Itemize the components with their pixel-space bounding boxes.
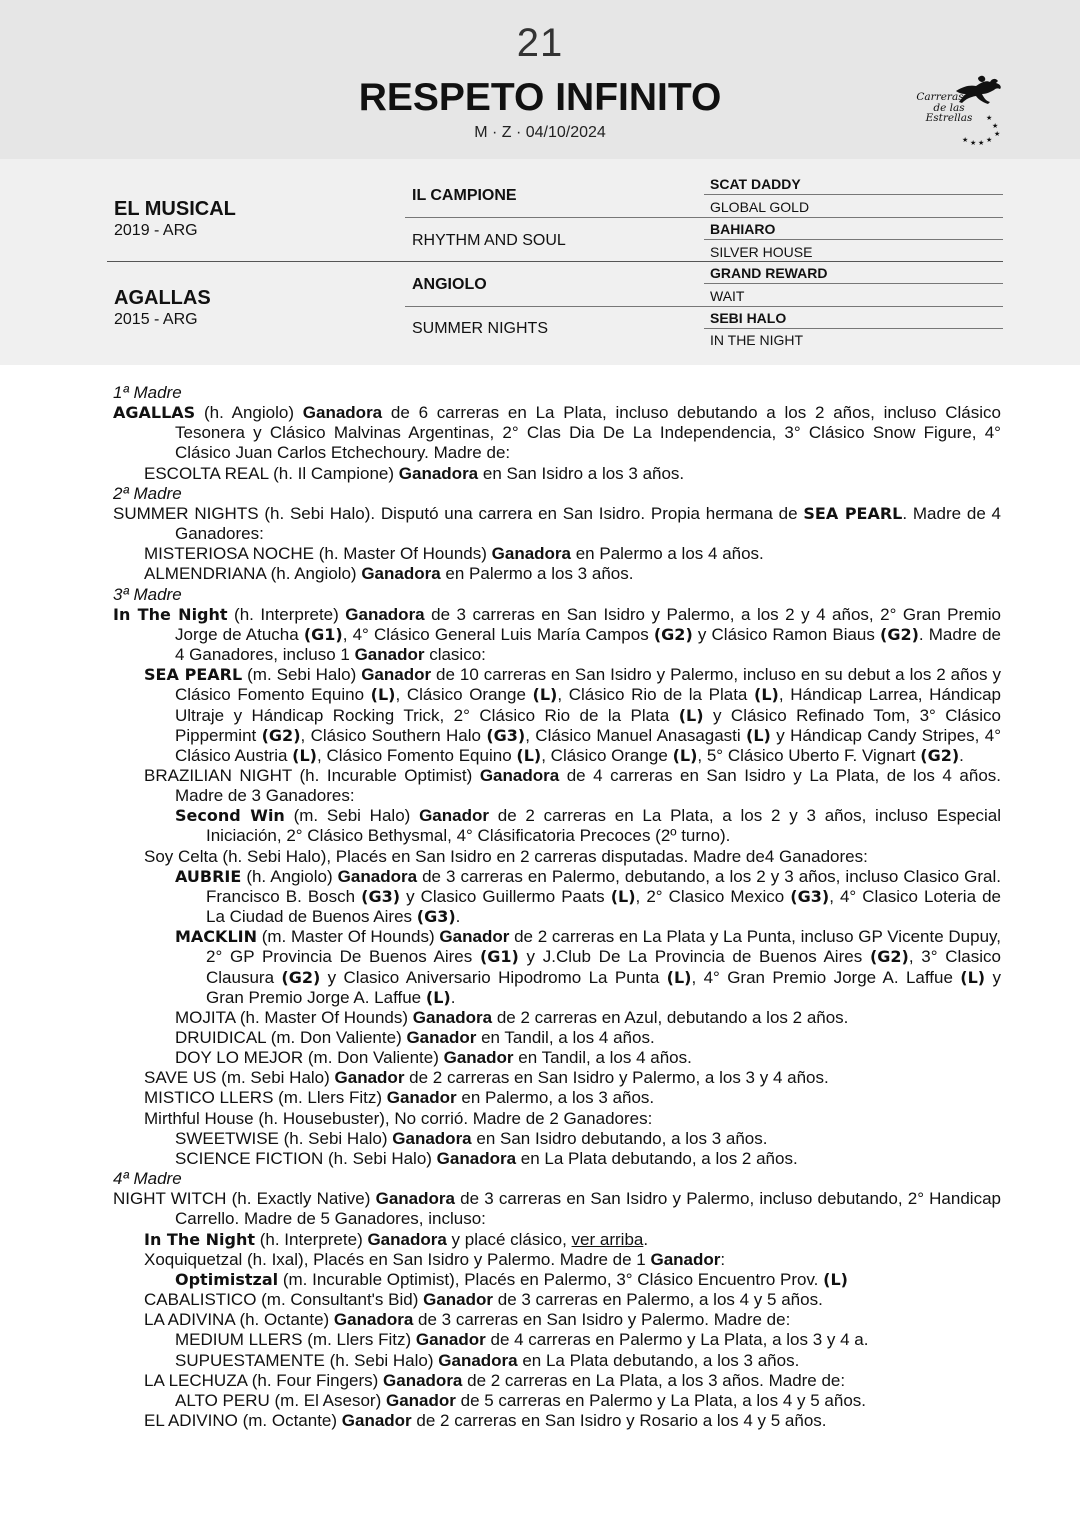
svg-text:★: ★ (994, 131, 1001, 138)
text-segment: y Hándicap Candy Stripes, 4° Clásico Austria (175, 725, 1001, 765)
pedigree-paragraph (113, 605, 1001, 665)
pedigree-paragraph (113, 927, 1001, 1008)
svg-text:★: ★ (978, 140, 985, 147)
sire-year: 2019 - ARG (114, 222, 198, 239)
text-segment: (L) (516, 745, 542, 765)
pedigree-paragraph (113, 564, 1001, 584)
text-segment: SWEETWISE (h. Sebi Halo) (175, 1128, 393, 1148)
pedigree-paragraph (113, 1088, 1001, 1108)
text-segment: (L) (425, 987, 451, 1007)
text-segment: Ganadora (392, 1128, 472, 1148)
text-segment: , Clásico Fomento Equino (317, 745, 517, 765)
text-segment: de 2 carreras en Azul, debutando a los 2 años. (492, 1007, 849, 1027)
pedigree-paragraph (113, 1028, 1001, 1048)
pedigree-paragraph (113, 1109, 1001, 1129)
text-segment: (h. Interprete) (227, 604, 346, 624)
text-segment: . (450, 987, 456, 1007)
text-segment: SEA PEARL (803, 503, 903, 523)
text-segment: , Clásico Orange (541, 745, 673, 765)
text-segment: CABALISTICO (m. Consultant's Bid) (144, 1290, 424, 1310)
text-segment: y J.Club De La Provincia de Buenos Aires (518, 947, 870, 967)
text-segment: (G2) (880, 624, 919, 644)
gen3-ancestor: BAHIARO (710, 221, 776, 237)
text-segment: NIGHT WITCH (h. Exactly Native) (113, 1189, 376, 1209)
text-segment: Ganadora (398, 463, 479, 483)
text-segment: MACKLIN (175, 927, 257, 947)
text-segment: (G3) (361, 886, 401, 906)
text-segment: en La Plata debutando, a los 3 años. (517, 1350, 800, 1370)
text-segment: en La Plata debutando, a los 2 años. (516, 1148, 798, 1168)
text-segment: , 4° Clásico General Luis María Campos (342, 624, 654, 644)
pedigree-paragraph (113, 847, 1001, 867)
text-segment: (G2) (869, 947, 909, 967)
text-segment: Ganadora (479, 765, 560, 785)
pedigree-paragraph (113, 1290, 1001, 1310)
text-segment: Ganador (419, 806, 489, 826)
text-segment: (L) (746, 725, 771, 745)
text-segment: . Madre de 4 Ganadores: (175, 503, 1002, 544)
text-segment: Ganador (443, 1048, 514, 1068)
text-segment: (G3) (790, 886, 830, 906)
text-segment: (L) (823, 1269, 848, 1289)
gen3-ancestor: IN THE NIGHT (710, 332, 804, 348)
pedigree-paragraph (113, 1250, 1001, 1270)
dam-dam: SUMMER NIGHTS (412, 320, 548, 337)
pedigree-paragraph (113, 1330, 1001, 1350)
text-segment: , 5° Clásico Uberto F. Vignart (697, 745, 921, 765)
text-segment: 1ª Madre (113, 383, 182, 402)
text-segment: (h. Angiolo) (195, 403, 303, 423)
text-segment: MOJITA (h. Master Of Hounds) (175, 1007, 413, 1027)
text-segment: Ganadora (375, 1189, 455, 1209)
text-segment: , Clásico Southern Halo (300, 725, 487, 745)
pedigree-paragraph (113, 504, 1001, 544)
text-segment: . (959, 745, 964, 765)
text-segment: Ganador (385, 1390, 456, 1410)
pedigree-paragraph (113, 464, 1001, 484)
text-segment: Ganadora (438, 1350, 518, 1370)
gen3-ancestor: SILVER HOUSE (710, 244, 813, 260)
text-segment: (h. Interprete) (255, 1229, 368, 1249)
text-segment: (G1) (479, 947, 519, 967)
text-segment: (m. Master Of Hounds) (256, 927, 440, 947)
text-segment: de 3 carreras en Palermo, debutando, a los 2 y 3 años, incluso Clasico Gral. Francisco B. Bosch (206, 866, 1001, 906)
section-heading (113, 383, 1001, 403)
text-segment: MISTICO LLERS (m. Llers Fitz) (144, 1088, 387, 1108)
pedigree-paragraph (113, 544, 1001, 564)
text-segment: de 5 carreras en Palermo y La Plata, a los 4 y 5 años. (455, 1390, 866, 1410)
text-segment: en Palermo, a los 3 años. (456, 1088, 655, 1108)
horse-info: M · Z · 04/10/2024 (474, 124, 606, 141)
text-segment: (L) (370, 685, 396, 705)
text-segment: , 4° Clasico Loteria de La Ciudad de Buenos Aires (206, 886, 1001, 927)
text-segment: de 4 carreras en Palermo y La Plata, a los 3 y 4 a. (485, 1330, 869, 1350)
text-segment: en San Isidro debutando, a los 3 años. (471, 1128, 768, 1148)
text-segment: (L) (666, 967, 692, 987)
text-segment: , Clásico Manuel Anasagasti (525, 725, 747, 745)
text-segment: en Palermo a los 3 años. (440, 564, 634, 584)
text-segment: (G2) (281, 967, 321, 987)
pedigree-paragraph (113, 1149, 1001, 1169)
gen3-ancestor: SCAT DADDY (710, 176, 801, 192)
text-segment: , Clásico Rio de la Plata (557, 685, 755, 705)
text-segment: ESCOLTA REAL (h. Il Campione) (144, 463, 399, 483)
svg-text:★: ★ (992, 123, 999, 130)
gen3-separator (704, 194, 1003, 195)
text-segment: (m. Incurable Optimist), Placés en Palermo, 3° Clásico Encuentro Prov. (278, 1269, 824, 1289)
text-segment: . Madre de 4 Ganadores, incluso 1 (175, 624, 1002, 665)
pedigree-paragraph (113, 1411, 1001, 1431)
text-segment: de 3 carreras en Palermo, a los 4 y 5 años. (493, 1290, 823, 1310)
text-segment: Ganador (361, 665, 432, 685)
gen3-ancestor: SEBI HALO (710, 310, 787, 326)
text-segment: BRAZILIAN NIGHT (h. Incurable Optimist) (144, 765, 480, 785)
sire-sire: IL CAMPIONE (412, 187, 517, 204)
dam-name: AGALLAS (114, 287, 211, 309)
text-segment: (G2) (261, 725, 301, 745)
text-segment: , 4° Gran Premio Jorge A. Laffue (691, 967, 961, 987)
logo (912, 72, 1016, 148)
gen3-separator (704, 239, 1003, 240)
text-segment: (G3) (486, 725, 526, 745)
gen3-separator (704, 217, 1003, 218)
text-segment: (m. Sebi Halo) (242, 665, 362, 685)
text-segment: Ganadora (436, 1148, 517, 1168)
pedigree-paragraph (113, 1129, 1001, 1149)
gen3-separator (704, 328, 1003, 329)
text-segment: Ganador (415, 1330, 486, 1350)
text-segment: (G1) (303, 624, 343, 644)
text-segment: In The Night (144, 1229, 256, 1249)
pedigree-paragraph (113, 1310, 1001, 1330)
text-segment: (L) (610, 886, 636, 906)
text-segment: , Hándicap Larrea, Hándicap Ultraje y Hándicap Rocking Trick, 2° Clásico Rio de la Plata (175, 685, 1001, 725)
text-segment: Ganador (341, 1410, 412, 1430)
pedigree-paragraph (113, 665, 1001, 766)
section-heading (113, 585, 1001, 605)
text-segment: de 10 carreras en San Isidro y Palermo, incluso en su debut a los 2 años y Clásico Fomento Equino (175, 665, 1001, 705)
sire-dam: RHYTHM AND SOUL (412, 232, 566, 249)
text-segment: y Clasico Guillermo Paats (400, 886, 611, 906)
cross-reference-link[interactable]: ver arriba (571, 1229, 644, 1249)
svg-text:★: ★ (986, 115, 993, 122)
text-segment: de 2 carreras en La Plata, a los 3 años. Madre de: (462, 1370, 846, 1390)
text-segment: Mirthful House (h. Housebuster), No corrió. Madre de 2 Ganadores: (144, 1108, 653, 1128)
text-segment: de 2 carreras en San Isidro y Palermo, a los 3 y 4 años. (404, 1068, 829, 1088)
text-segment: de 3 carreras en San Isidro y Palermo, a los 2 y 4 años, 2° Gran Premio Jorge de Atucha (175, 604, 1001, 644)
text-segment: EL ADIVINO (m. Octante) (144, 1410, 342, 1430)
text-segment: AUBRIE (175, 866, 242, 886)
text-segment: MEDIUM LLERS (m. Llers Fitz) (175, 1330, 416, 1350)
text-segment: Ganadora (491, 544, 571, 564)
pedigree-paragraph (113, 1230, 1001, 1250)
text-segment: Ganador (423, 1290, 494, 1310)
text-segment: , 3° Clasico Clausura (206, 947, 1001, 987)
section-heading (113, 1169, 1001, 1189)
text-segment: Ganadora (361, 564, 441, 584)
text-segment: 4ª Madre (113, 1169, 182, 1189)
pedigree-notes (113, 383, 1001, 1431)
gen3-ancestor: GLOBAL GOLD (710, 199, 810, 215)
text-segment: 2ª Madre (113, 483, 182, 503)
pedigree-paragraph (113, 1008, 1001, 1028)
gen2-separator (405, 217, 704, 218)
text-segment: , Clásico Orange (395, 685, 533, 705)
dam-year: 2015 - ARG (114, 311, 198, 328)
text-segment: SAVE US (m. Sebi Halo) (144, 1068, 335, 1088)
text-segment: Ganador (354, 645, 425, 665)
text-segment: (L) (532, 685, 558, 705)
text-segment: DOY LO MEJOR (m. Don Valiente) (175, 1048, 444, 1068)
gen3-ancestor: GRAND REWARD (710, 265, 828, 281)
text-segment: ALMENDRIANA (h. Angiolo) (144, 564, 362, 584)
text-segment: DRUIDICAL (m. Don Valiente) (175, 1028, 407, 1047)
text-segment: de 2 carreras en San Isidro y Rosario a los 4 y 5 años. (411, 1410, 827, 1430)
text-segment: y placé clásico, (446, 1229, 572, 1249)
text-segment: Ganador (439, 927, 510, 947)
horse-name: RESPETO INFINITO (358, 76, 722, 119)
lot-number: 21 (516, 21, 564, 65)
text-segment: SUMMER NIGHTS (h. Sebi Halo). Disputó una carrera en San Isidro. Propia hermana de (113, 503, 804, 523)
pedigree-paragraph (113, 1189, 1001, 1229)
text-segment: y Clasico Aniversario Hipodromo La Punta (320, 967, 667, 987)
text-segment: LA LECHUZA (h. Four Fingers) (144, 1370, 384, 1390)
text-segment: y Gran Premio Jorge A. Laffue (206, 967, 1001, 1007)
text-segment: Soy Celta (h. Sebi Halo), Placés en San Isidro en 2 carreras disputadas. Madre de4 Ganadores: (144, 846, 868, 866)
gen3-ancestor: WAIT (710, 288, 745, 304)
text-segment: Second Win (175, 806, 285, 826)
text-segment: Ganador (386, 1088, 457, 1108)
pedigree-paragraph (113, 1048, 1001, 1068)
text-segment: en San Isidro a los 3 años. (478, 463, 685, 483)
text-segment: (G2) (920, 745, 960, 765)
text-segment: (L) (960, 967, 986, 987)
logo-text-line2: de las Estrellas (925, 102, 973, 124)
text-segment: Ganadora (302, 403, 383, 423)
text-segment: de 6 carreras en La Plata, incluso debutando a los 2 años, incluso Clásico Tesonera y Clásico Malvinas Argentinas, 2° Clas Dia De La Independencia, 3° Clásico Snow Figure, 4° Clásico Juan Carlos Etchechoury. Madre de: (175, 403, 1001, 463)
text-segment: de 3 carreras en San Isidro y Palermo, incluso debutando, 2° Handicap Carrello. Madre de 5 Ganadores, incluso: (175, 1189, 1001, 1229)
pedigree-paragraph (113, 1351, 1001, 1371)
text-segment: Ganador (334, 1068, 405, 1088)
dam-sire: ANGIOLO (412, 276, 487, 293)
text-segment: (G3) (416, 907, 456, 927)
text-segment: clasico: (424, 645, 486, 665)
pedigree-paragraph (113, 806, 1001, 846)
text-segment: Ganadora (333, 1310, 414, 1330)
text-segment: (L) (754, 685, 779, 705)
pedigree-paragraph (113, 766, 1001, 806)
text-segment: (L) (292, 745, 317, 765)
pedigree-divider (107, 261, 1003, 262)
text-segment: . (455, 907, 461, 927)
text-segment: 3ª Madre (113, 584, 182, 604)
text-segment: (L) (672, 745, 698, 765)
text-segment: LA ADIVINA (h. Octante) (144, 1310, 334, 1330)
pedigree-paragraph (113, 1371, 1001, 1391)
gen3-separator (704, 306, 1003, 307)
gen3-separator (704, 283, 1003, 284)
text-segment: y Clásico Ramon Biaus (692, 624, 881, 644)
text-segment: , 2° Clasico Mexico (635, 886, 791, 906)
text-segment: de 2 carreras en La Plata, a los 2 y 3 años, incluso Especial Iniciación, 2° Clásico Bethysmal, 4° Clásificatoria Precoces (2º turno). (206, 806, 1001, 846)
text-segment: . (643, 1229, 649, 1249)
text-segment: Ganadora (337, 866, 418, 886)
text-segment: (h. Angiolo) (241, 866, 338, 886)
svg-text:★: ★ (970, 140, 977, 147)
text-segment: de 4 carreras en San Isidro y La Plata, de los 4 años. Madre de 3 Ganadores: (175, 765, 1001, 806)
pedigree-paragraph (113, 1068, 1001, 1088)
pedigree-paragraph (113, 403, 1001, 463)
gen2-separator (405, 306, 704, 307)
text-segment: Ganadora (345, 604, 425, 624)
pedigree-paragraph (113, 867, 1001, 927)
text-segment: SEA PEARL (144, 665, 243, 685)
text-segment: Optimistzal (175, 1269, 279, 1289)
text-segment: (L) (678, 705, 704, 725)
text-segment: Xoquiquetzal (h. Ixal), Placés en San Isidro y Palermo. Madre de 1 (144, 1249, 651, 1269)
text-segment: SCIENCE FICTION (h. Sebi Halo) (175, 1148, 437, 1168)
logo-text-line1: Carreras (916, 91, 964, 103)
text-segment: Ganador (650, 1249, 721, 1269)
text-segment: Ganador (406, 1028, 477, 1047)
text-segment: en Tandil, a los 4 años. (476, 1028, 655, 1047)
text-segment: In The Night (113, 604, 228, 624)
pedigree-paragraph (113, 1270, 1001, 1290)
text-segment: Ganadora (383, 1370, 463, 1390)
svg-text:★: ★ (986, 137, 993, 144)
text-segment: : (720, 1249, 726, 1269)
text-segment: Ganadora (412, 1007, 493, 1027)
sire-name: EL MUSICAL (114, 198, 236, 220)
text-segment: ALTO PERU (m. El Asesor) (175, 1390, 386, 1410)
text-segment: AGALLAS (113, 403, 196, 423)
text-segment: MISTERIOSA NOCHE (h. Master Of Hounds) (144, 544, 492, 564)
text-segment: (G2) (653, 624, 693, 644)
text-segment: de 2 carreras en La Plata y La Punta, incluso GP Vicente Dupuy, 2° GP Provincia De Buenos Aires (206, 927, 1002, 967)
text-segment: y Clásico Refinado Tom, 3° Clásico Pippermint (175, 705, 1002, 745)
text-segment: SUPUESTAMENTE (h. Sebi Halo) (175, 1350, 439, 1370)
text-segment: en Tandil, a los 4 años. (513, 1048, 692, 1068)
svg-text:★: ★ (962, 137, 969, 144)
text-segment: (m. Sebi Halo) (284, 806, 420, 826)
text-segment: de 3 carreras en San Isidro y Palermo. Madre de: (413, 1310, 791, 1330)
pedigree-paragraph (113, 1391, 1001, 1411)
section-heading (113, 484, 1001, 504)
text-segment: Ganadora (367, 1229, 447, 1249)
text-segment: en Palermo a los 4 años. (571, 544, 764, 564)
